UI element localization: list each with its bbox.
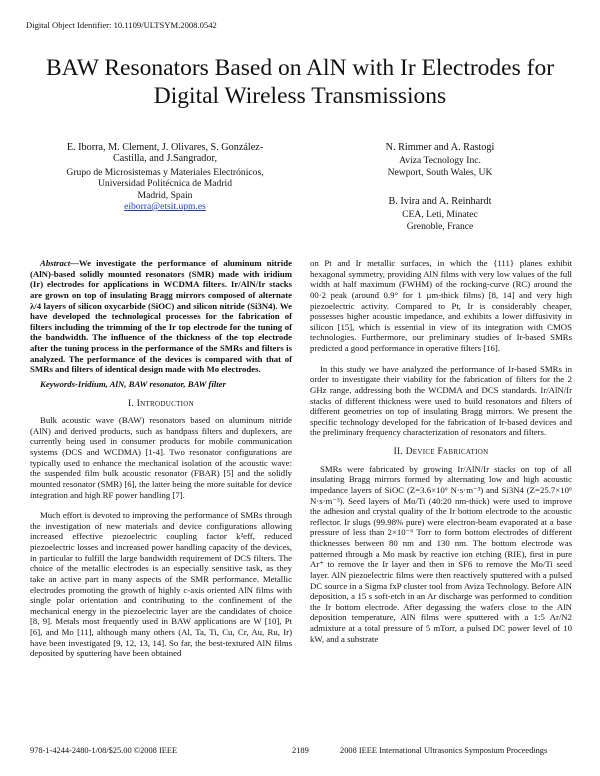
author-names-right-2: B. Ivira and A. Reinhardt <box>388 196 492 207</box>
affiliation-right-1a: Aviza Tecnology Inc. <box>399 155 481 167</box>
abstract-paragraph <box>30 258 292 375</box>
author-names-1: E. Iborra, M. Clement, J. Olivares, S. González- <box>66 142 264 153</box>
abstract-label: Abstract <box>40 258 71 268</box>
author-block-right-1 <box>330 142 550 178</box>
author-block-left <box>40 142 290 212</box>
abstract-text: —We investigate the performance of aluminum nitride (AlN)-based solidly mounted resonators (SMR) made with iridium (Ir) electrodes for applications in WCDMA filters. Ir/AlN/Ir stacks are grown on top of insulating Bragg mirrors composed of alternate λ/4 layers of silicon oxycarbide (SiOC) and silicon nitride (Si3N4). We have developed the technological processes for the fabrication of filters including the trimming of the Ir top electrode for the tuning of the bandwidth. The influence of the thickness of the top electrode after the tuning process in the performance of the SMRs and filters is analyzed. The performance of the devices is compared with that of SMRs and filters of identical design made with Mo electrodes. <box>30 258 292 375</box>
intro-paragraph-1: Bulk acoustic wave (BAW) resonators based on aluminum nitride (AlN) and derived products, such as bandpass filters and duplexers, are currently being used in consumer products for mobile communication systems (DCS and WCDMA) [1-4]. Two resonator configurations are typically used to enhance the mechanical isolation of the acoustic wave: the suspended film bulk acoustic resonator (FBAR) [5] and the solidly mounted resonator (SMR) [6], the latter being the more suitable for device integration and high RF power handling [7]. <box>30 415 292 500</box>
title-line-2: Digital Wireless Transmissions <box>153 83 447 109</box>
intro-paragraph-2: Much effort is devoted to improving the performance of SMRs through the investigation of new materials and device configurations allowing increased effective piezoelectric coupling factor k²eff, reduced piezoelectric losses and increased power handling capacity of the devices, in particular to fulfill the large bandwidth requirement of DCS filters. The choice of the metallic electrodes is an especially sensitive task, as they take an active part in many aspects of the SMR performance. Metallic electrodes promoting the growth of highly c-axis oriented AlN films with single polar orientation and contributing to the confinement of the mechanical energy in the piezoelectric layer are the candidates of choice [8, 9]. Metals most frequently used in BAW applications are W [10], Pt [6], and Mo [11], although many others (Al, Ta, Ti, Cu, Cr, Au, Ru, Ir) have been investigated [9, 12, 13, 14]. So far, the best-textured AlN films deposited by sputtering have been obtained <box>30 510 292 659</box>
section-heading-device-fabrication: II. Device Fabrication <box>393 447 489 457</box>
keywords: Keywords-Iridium, AlN, BAW resonator, BAW filter <box>40 378 226 389</box>
affiliation-1: Grupo de Microsistemas y Materiales Electrónicos, <box>66 166 264 178</box>
section-heading-introduction: I. Introduction <box>128 398 194 409</box>
footer-page-number: 2189 <box>292 746 309 755</box>
author-email-link[interactable]: eiborra@etsit.upm.es <box>124 201 206 213</box>
affiliation-3: Madrid, Spain <box>137 189 193 201</box>
affiliation-right-2b: Grenoble, France <box>406 220 474 232</box>
footer-conference: 2008 IEEE International Ultrasonics Symposium Proceedings <box>340 746 548 755</box>
author-names-2: Castilla, and J.Sangrador, <box>113 153 217 165</box>
footer-isbn: 978-1-4244-2480-1/08/$25.00 ©2008 IEEE <box>30 746 178 755</box>
author-names-right-1: N. Rimmer and A. Rastogi <box>385 142 495 153</box>
affiliation-right-1b: Newport, South Wales, UK <box>387 166 493 178</box>
fabrication-paragraph-1: SMRs were fabricated by growing Ir/AlN/Ir stacks on top of all insulating Bragg mirrors formed by alternating low and high acoustic impedance layers of SiOC (Z=3.6×10⁶ N·s·m⁻³) and Si3N4 (Z=25.7×10⁶ N·s·m⁻³). Seed layers of Mo/Ti (40:20 nm-thick) were used to improve the adhesion and crystal quality of the Ir bottom electrode to the acoustic reflector. Ir slugs (99.98% pure) were electron-beam evaporated at a base pressure of less than 2×10⁻⁶ Torr to form bottom electrodes of different thicknesses between 80 nm and 130 nm. The bottom electrode was patterned through a Mo mask by reactive ion etching (RIE), first in pure Ar⁺ to remove the Ir layer and then in SF6 to remove the Mo/Ti seed layer. AlN piezoelectric films were then reactively sputtered with a pulsed DC source in a Sigma fxP cluster tool from Aviza Technology. Before AlN deposition, a 15 s soft-etch in an Ar discharge was performed to condition the Ir bottom electrode. After degassing the wafers close to the AlN deposition temperature, AlN films were sputtered with a 1:5 Ar/N2 admixture at a total pressure of 5 mTorr, a pulsed DC power level of 10 kW, and a substrate <box>310 463 572 644</box>
right-paragraph-1: on Pt and Ir metallic surfaces, in which the {111} planes exhibit hexagonal symmetry, providing AlN films with very low values of the full width at half maximum (FWHM) of the rocking-curve (RC) around the 00·2 peak (around 0.9° for 1 µm-thick films) [8, 14] and very high piezoelectric activity. Compared to Pt, Ir is considerably cheaper, possesses higher acoustic impedance, and exhibits a lower diffusivity in silicon [15], which is essential in view of its integration with CMOS technologies. Furthermore, our preliminary studies of Ir-based SMRs predicted a good performance in operative filters [16]. <box>310 258 572 353</box>
column-left <box>30 258 292 659</box>
column-right <box>310 258 572 644</box>
author-block-right-2 <box>330 196 550 232</box>
right-paragraph-2: In this study we have analyzed the performance of Ir-based SMRs in order to investigate their viability for the fabrication of filters for the 2 GHz range, addressing both the WCDMA and DCS standards. Ir/AlN/Ir stacks of different thickness were used to build resonators and filters of different geometries on top of insulating Bragg mirrors. We present the specific technology developed for the fabrication of Ir-based devices and the preliminary frequency characterization of resonators and filters. <box>310 363 572 438</box>
doi-line: Digital Object Identifier: 10.1109/ULTSYM.2008.0542 <box>26 20 217 30</box>
affiliation-2: Universidad Politécnica de Madrid <box>97 178 232 190</box>
paper-title <box>20 54 580 110</box>
affiliation-right-2a: CEA, Leti, Minatec <box>402 209 478 221</box>
title-line-1: BAW Resonators Based on AlN with Ir Electrodes for <box>45 55 555 81</box>
